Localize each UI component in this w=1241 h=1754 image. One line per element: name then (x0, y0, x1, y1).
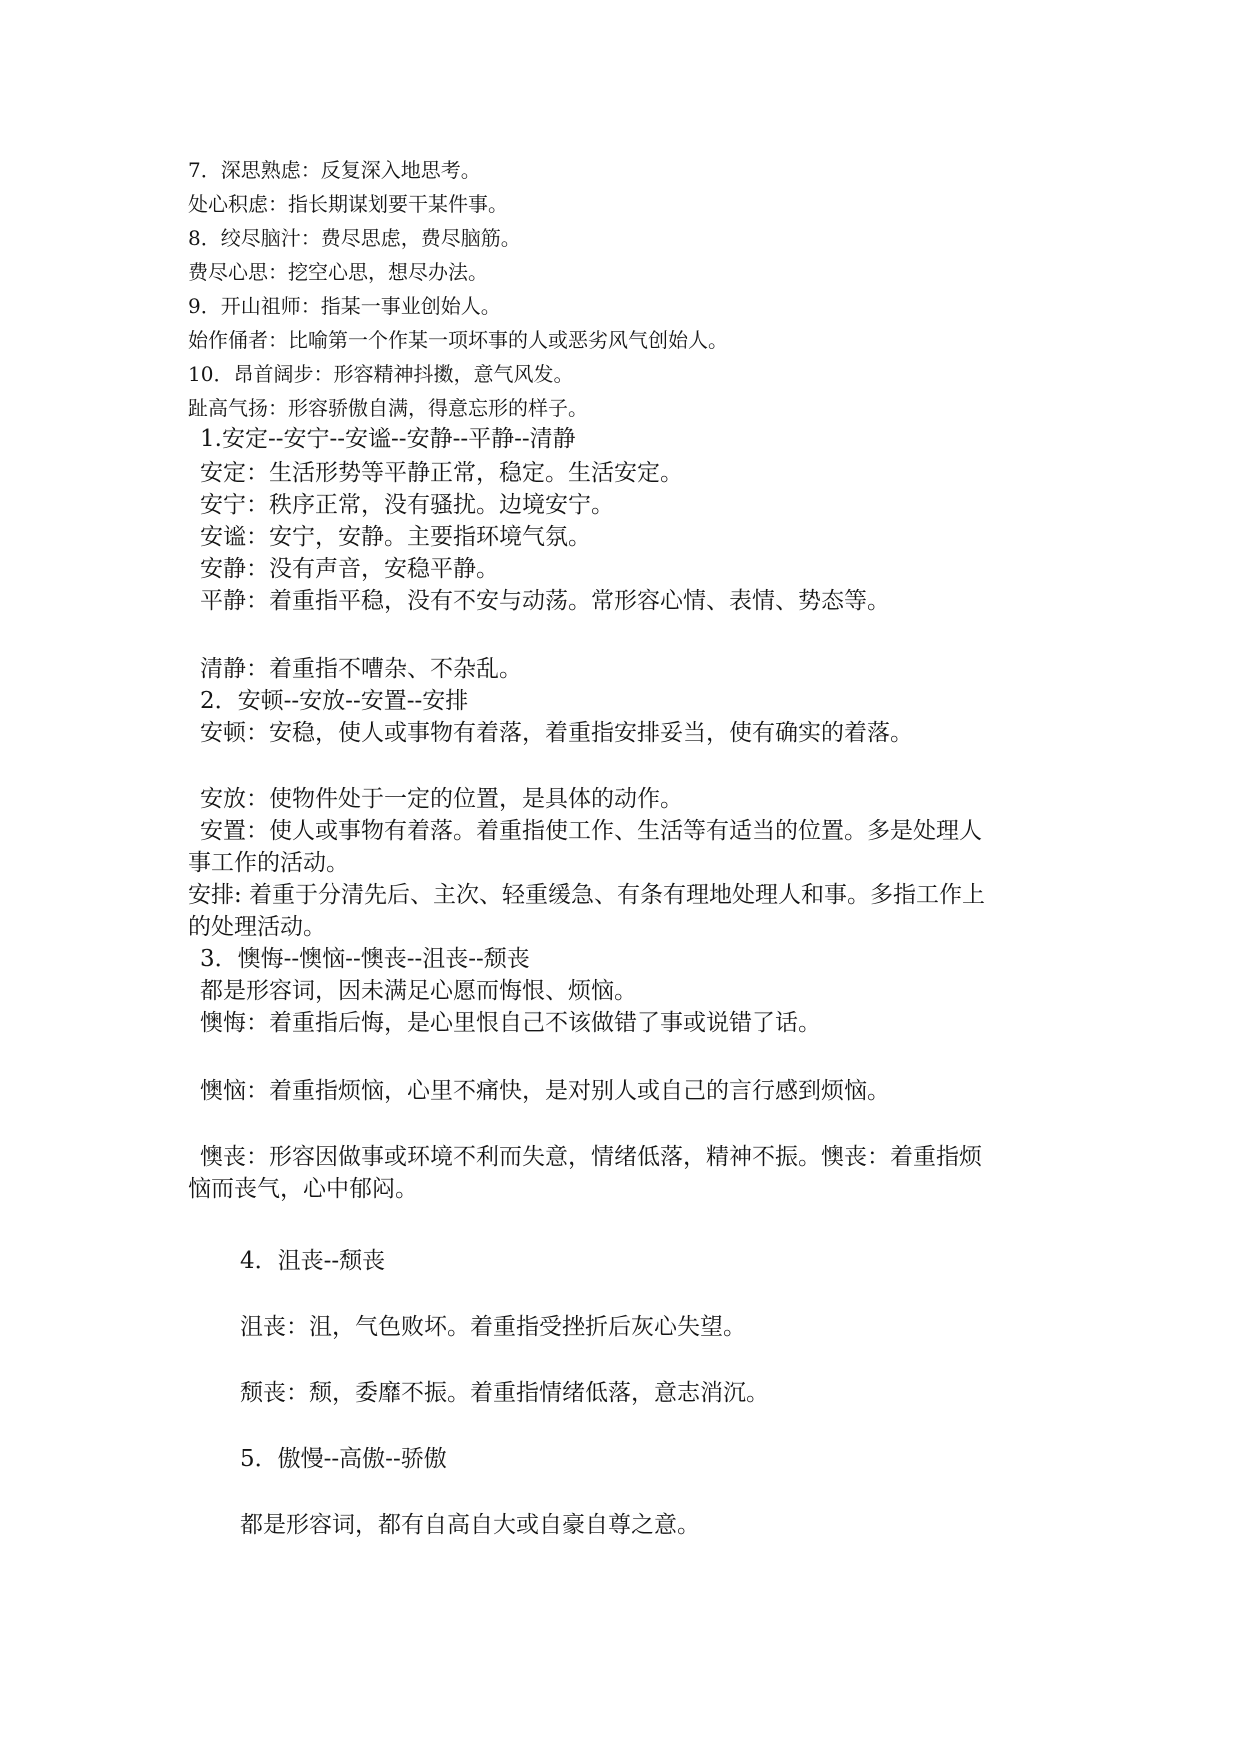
text-line: 事工作的活动。 (188, 850, 349, 876)
text-line: 2．安顿--安放--安置--安排 (200, 688, 469, 714)
text-line: 4．沮丧--颓丧 (240, 1248, 386, 1274)
text-line: 3．懊悔--懊恼--懊丧--沮丧--颓丧 (200, 946, 530, 972)
text-line: 5．傲慢--高傲--骄傲 (240, 1446, 447, 1472)
text-line: 安宁：秩序正常，没有骚扰。边境安宁。 (200, 492, 614, 518)
text-line: 都是形容词，都有自高自大或自豪自尊之意。 (240, 1512, 700, 1538)
text-line: 费尽心思：挖空心思，想尽办法。 (188, 260, 488, 284)
text-line: 的处理活动。 (188, 914, 326, 940)
text-line: 安顿：安稳，使人或事物有着落，着重指安排妥当，使有确实的着落。 (200, 720, 913, 746)
text-line: 清静：着重指不嘈杂、不杂乱。 (200, 656, 522, 682)
text-line: 1.安定--安宁--安谧--安静--平静--清静 (200, 426, 576, 452)
text-line: 10．昂首阔步：形容精神抖擞，意气风发。 (188, 362, 574, 386)
text-line: 始作俑者：比喻第一个作某一项坏事的人或恶劣风气创始人。 (188, 328, 728, 352)
text-line: 安排: 着重于分清先后、主次、轻重缓急、有条有理地处理人和事。多指工作上 (188, 882, 986, 908)
text-line: 沮丧：沮，气色败坏。着重指受挫折后灰心失望。 (240, 1314, 746, 1340)
text-line: 处心积虑：指长期谋划要干某件事。 (188, 192, 508, 216)
text-line: 7．深思熟虑：反复深入地思考。 (188, 158, 481, 182)
text-line: 颓丧：颓，委靡不振。着重指情绪低落，意志消沉。 (240, 1380, 769, 1406)
text-line: 懊丧：形容因做事或环境不利而失意，情绪低落，精神不振。懊丧：着重指烦 (200, 1144, 982, 1170)
text-line: 安定：生活形势等平静正常，稳定。生活安定。 (200, 460, 683, 486)
text-line: 恼而丧气，心中郁闷。 (188, 1176, 418, 1202)
text-line: 安静：没有声音，安稳平静。 (200, 556, 499, 582)
text-line: 懊恼：着重指烦恼，心里不痛快，是对别人或自己的言行感到烦恼。 (200, 1078, 890, 1104)
text-line: 平静：着重指平稳，没有不安与动荡。常形容心情、表情、势态等。 (200, 588, 890, 614)
text-line: 趾高气扬：形容骄傲自满，得意忘形的样子。 (188, 396, 588, 420)
text-line: 都是形容词，因未满足心愿而悔恨、烦恼。 (200, 978, 637, 1004)
text-line: 安置：使人或事物有着落。着重指使工作、生活等有适当的位置。多是处理人 (200, 818, 982, 844)
text-line: 安谧：安宁，安静。主要指环境气氛。 (200, 524, 591, 550)
text-line: 安放：使物件处于一定的位置，是具体的动作。 (200, 786, 683, 812)
text-line: 懊悔：着重指后悔，是心里恨自己不该做错了事或说错了话。 (200, 1010, 821, 1036)
text-line: 9．开山祖师：指某一事业创始人。 (188, 294, 501, 318)
text-line: 8．绞尽脑汁：费尽思虑，费尽脑筋。 (188, 226, 521, 250)
